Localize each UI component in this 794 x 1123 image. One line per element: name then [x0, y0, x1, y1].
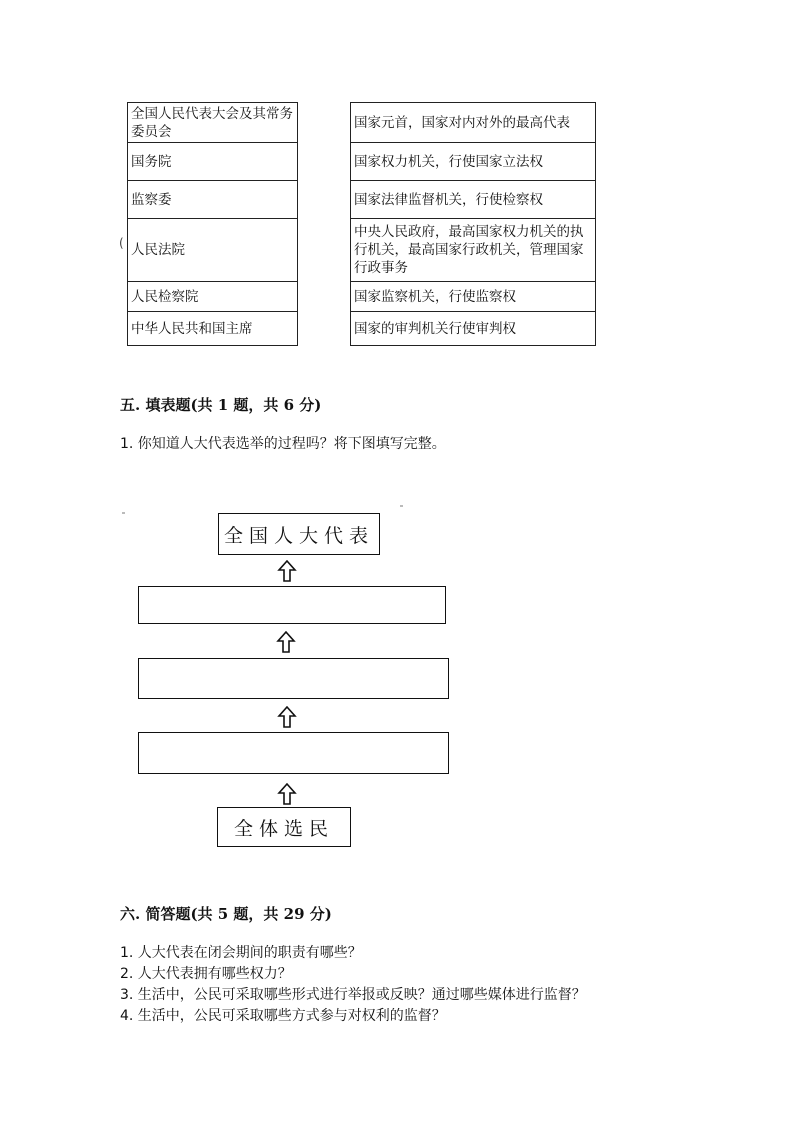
left-column-table — [127, 102, 298, 346]
section5-title: 五. 填表题(共 1 题，共 6 分) — [120, 396, 322, 414]
blank-box-1[interactable] — [138, 586, 446, 624]
section6-question: 2. 人大代表拥有哪些权力？ — [120, 966, 292, 982]
right-item: 国家元首，国家对内对外的最高代表 — [351, 103, 596, 143]
stray-mark: ( — [119, 236, 124, 250]
section6-title: 六. 简答题(共 5 题，共 29 分) — [120, 905, 332, 923]
scan-speck — [122, 512, 125, 514]
blank-box-3[interactable] — [138, 732, 449, 774]
left-item: 人民法院 — [128, 219, 298, 282]
left-item: 中华人民共和国主席 — [128, 312, 298, 346]
right-item: 国家监察机关，行使监察权 — [351, 282, 596, 312]
left-item: 人民检察院 — [128, 282, 298, 312]
section5-question: 1. 你知道人大代表选举的过程吗？将下图填写完整。 — [120, 436, 446, 452]
right-column-table — [350, 102, 596, 346]
section6-question: 1. 人大代表在闭会期间的职责有哪些？ — [120, 945, 362, 961]
up-arrow-icon — [276, 631, 296, 653]
right-item: 中央人民政府，最高国家权力机关的执行机关，最高国家行政机关，管理国家行政事务 — [351, 219, 596, 282]
top-box: 全国人大代表 — [218, 513, 380, 555]
up-arrow-icon — [277, 783, 297, 805]
left-item: 国务院 — [128, 143, 298, 181]
scan-speck — [400, 505, 403, 507]
up-arrow-icon — [277, 706, 297, 728]
up-arrow-icon — [277, 560, 297, 582]
right-item: 国家权力机关，行使国家立法权 — [351, 143, 596, 181]
blank-box-2[interactable] — [138, 658, 449, 699]
left-item: 监察委 — [128, 181, 298, 219]
section6-question: 4. 生活中，公民可采取哪些方式参与对权利的监督？ — [120, 1008, 446, 1024]
section6-question: 3. 生活中，公民可采取哪些形式进行举报或反映？通过哪些媒体进行监督？ — [120, 987, 586, 1003]
left-item: 全国人民代表大会及其常务委员会 — [128, 103, 298, 143]
right-item: 国家的审判机关行使审判权 — [351, 312, 596, 346]
bottom-box: 全体选民 — [217, 807, 351, 847]
right-item: 国家法律监督机关，行使检察权 — [351, 181, 596, 219]
